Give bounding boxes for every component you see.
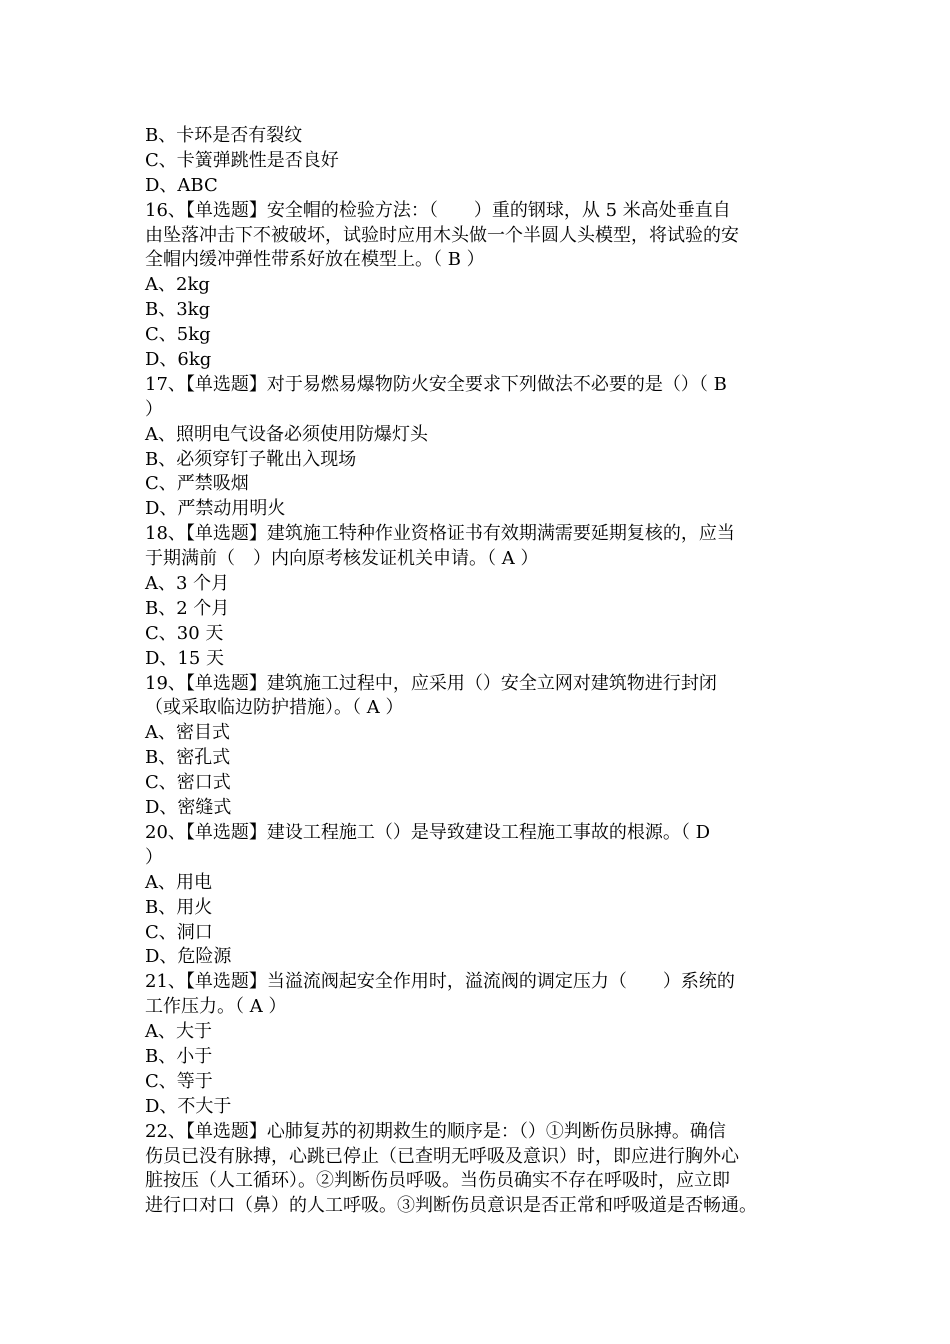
option-line: B、密孔式 <box>145 747 231 769</box>
question-line: 于期满前（ ）内向原考核发证机关申请。（ A ） <box>145 548 539 570</box>
question-line: ） <box>145 846 163 868</box>
option-line: B、必须穿钉子靴出入现场 <box>145 448 357 470</box>
question-line: 脏按压（人工循环）。②判断伤员呼吸。当伤员确实不存在呼吸时，应立即 <box>145 1170 730 1192</box>
question-line: 进行口对口（鼻）的人工呼吸。③判断伤员意识是否正常和呼吸道是否畅通。 <box>145 1195 757 1217</box>
option-line: D、密缝式 <box>145 797 232 819</box>
option-line: C、严禁吸烟 <box>145 473 249 495</box>
option-line: B、2 个月 <box>145 597 230 619</box>
option-line: D、15 天 <box>145 647 225 669</box>
option-line: B、卡环是否有裂纹 <box>145 125 303 146</box>
option-line: D、严禁动用明火 <box>145 498 286 520</box>
question-line: 由坠落冲击下不被破坏，试验时应用木头做一个半圆人头模型，将试验的安 <box>145 224 739 246</box>
option-line: B、用火 <box>145 896 213 918</box>
question-line: 工作压力。（ A ） <box>145 996 287 1018</box>
question-line: 20、【单选题】建设工程施工（）是导致建设工程施工事故的根源。（ D <box>145 821 711 843</box>
question-line: 16、【单选题】安全帽的检验方法：（ ）重的钢球，从 5 米高处垂直自 <box>145 199 731 221</box>
option-line: C、卡簧弹跳性是否良好 <box>145 149 339 171</box>
option-line: A、大于 <box>145 1021 212 1043</box>
question-line: ） <box>145 398 163 420</box>
question-line: 21、【单选题】当溢流阀起安全作用时，溢流阀的调定压力（ ）系统的 <box>145 971 735 993</box>
document-body <box>145 124 825 1219</box>
option-line: A、3 个月 <box>145 573 230 595</box>
question-line: 22、【单选题】心肺复苏的初期救生的顺序是：（）①判断伤员脉搏。确信 <box>145 1120 726 1142</box>
option-line: D、不大于 <box>145 1095 232 1117</box>
question-line: 18、【单选题】建筑施工特种作业资格证书有效期满需要延期复核的，应当 <box>145 523 735 545</box>
option-line: C、密口式 <box>145 772 231 794</box>
option-line: C、5kg <box>145 324 211 346</box>
question-line: （或采取临边防护措施）。（ A ） <box>145 697 404 719</box>
option-line: C、30 天 <box>145 622 224 644</box>
option-line: A、照明电气设备必须使用防爆灯头 <box>145 423 428 445</box>
option-line: A、用电 <box>145 871 212 893</box>
question-line: 17、【单选题】对于易燃易爆物防火安全要求下列做法不必要的是（）（ B <box>145 373 727 395</box>
option-line: D、ABC <box>145 174 218 196</box>
question-line: 伤员已没有脉搏，心跳已停止（已查明无呼吸及意识）时，即应进行胸外心 <box>145 1145 739 1167</box>
option-line: C、等于 <box>145 1070 213 1092</box>
option-line: D、6kg <box>145 349 212 371</box>
option-line: C、洞口 <box>145 921 213 943</box>
option-line: B、小于 <box>145 1045 213 1067</box>
option-line: D、危险源 <box>145 946 232 968</box>
question-line: 19、【单选题】建筑施工过程中，应采用（）安全立网对建筑物进行封闭 <box>145 672 717 694</box>
question-line: 全帽内缓冲弹性带系好放在模型上。（ B ） <box>145 249 485 271</box>
option-line: B、3kg <box>145 299 211 321</box>
option-line: A、2kg <box>145 274 210 296</box>
option-line: A、密目式 <box>145 722 230 744</box>
